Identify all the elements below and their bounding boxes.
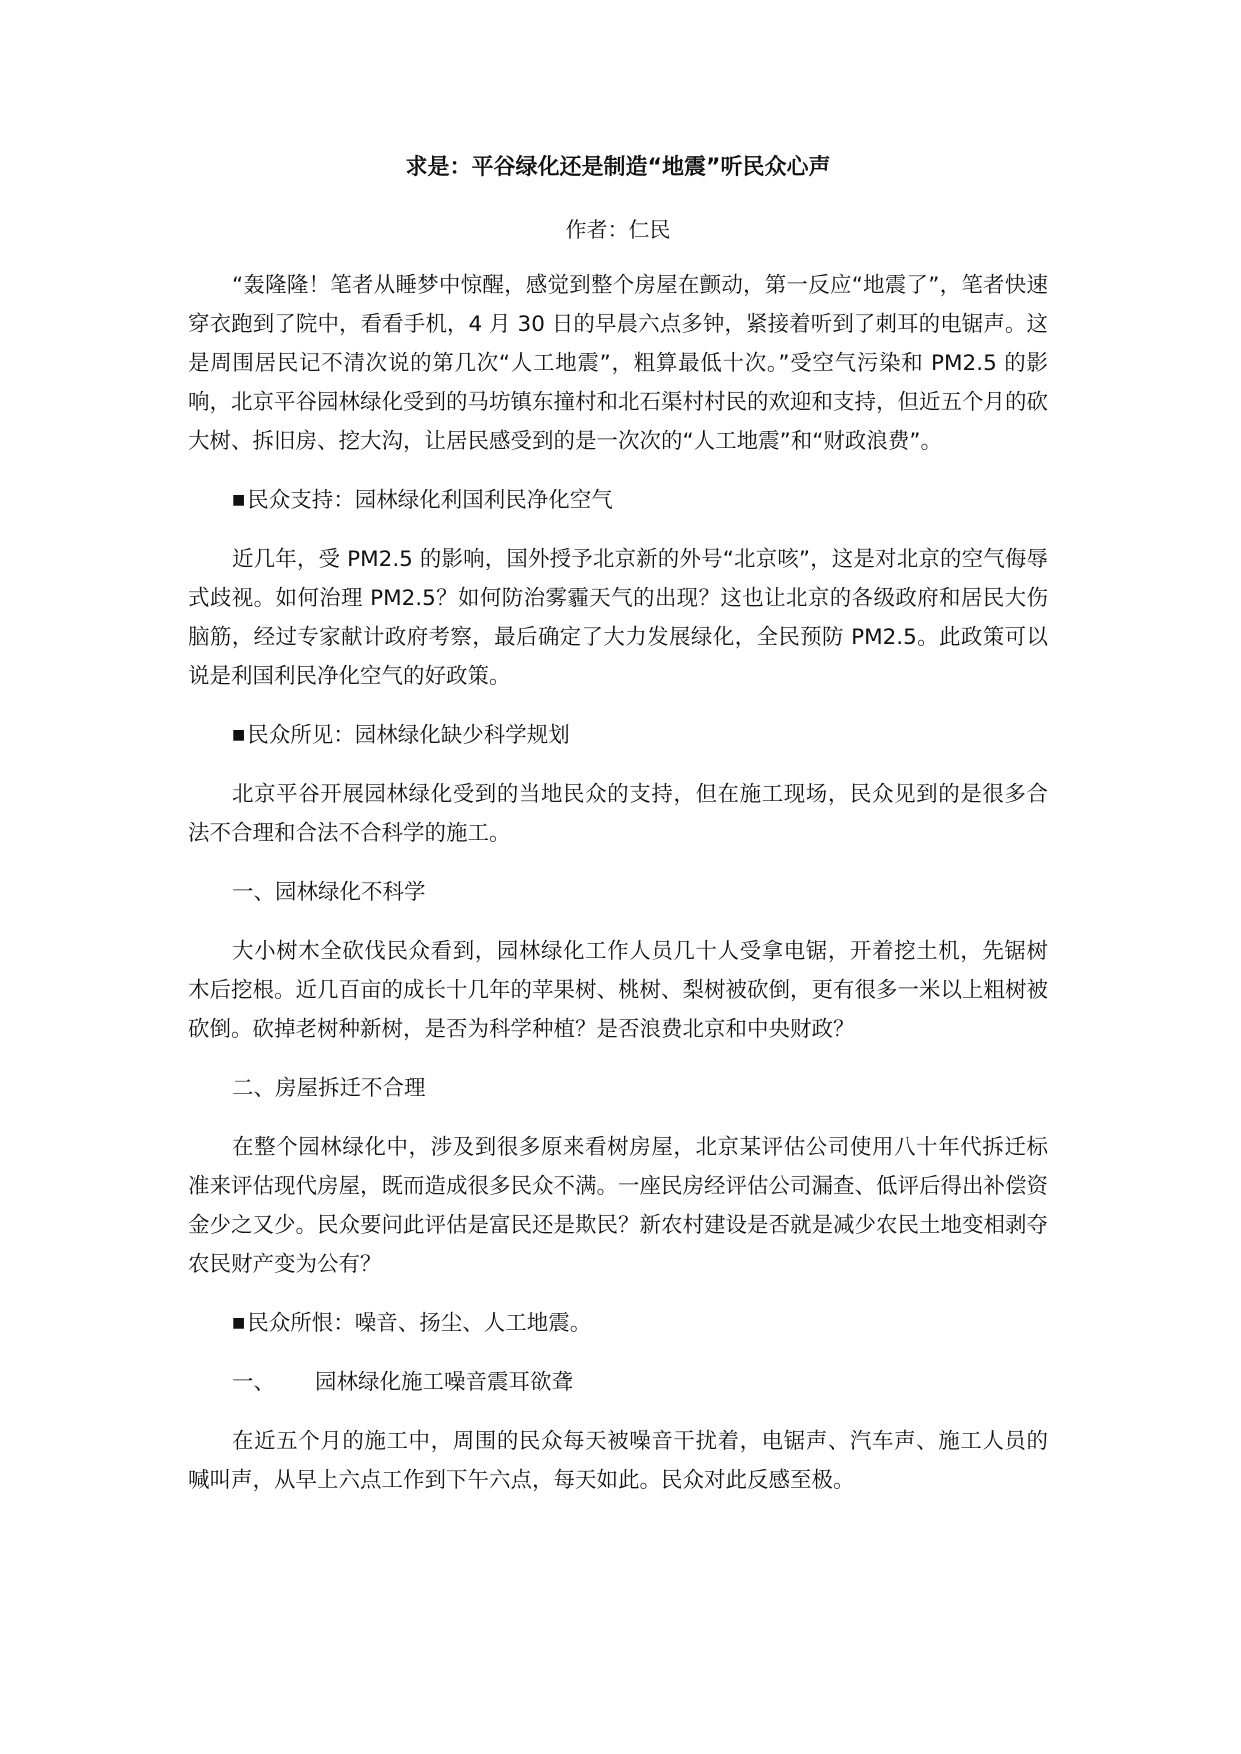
paragraph-intro: “轰隆隆！笔者从睡梦中惊醒，感觉到整个房屋在颤动，第一反应“地震了”，笔者快速穿衣跑到了院中，看看手机，4 月 30 日的早晨六点多钟，紧接着听到了刺耳的电锯声。这是周围居民记不清次说的第几次“人工地震”，粗算最低十次。”受空气污染和 PM2.5 的影响，北京平谷园林绿化受到的马坊镇东撞村和北石渠村村民的欢迎和支持，但近五个月的砍大树、拆旧房、挖大沟，让居民感受到的是一次次的“人工地震”和“财政浪费”。 <box>188 273 1049 454</box>
article-author: 作者：仁民 <box>565 218 671 242</box>
paragraph-trees: 大小树木全砍伐民众看到，园林绿化工作人员几十人受拿电锯，开着挖土机，先锯树木后挖根。近几百亩的成长十几年的苹果树、桃树、梨树被砍倒，更有很多一米以上粗树被砍倒。砍掉老树种新树，是否为科学种植？是否浪费北京和中央财政？ <box>188 939 1049 1042</box>
square-bullet-icon: ■ <box>232 727 246 743</box>
square-bullet-icon: ■ <box>232 1315 246 1331</box>
subheading-number: 一、 <box>232 1370 276 1395</box>
paragraph-pm25: 近几年，受 PM2.5 的影响，国外授予北京新的外号“北京咳”，这是对北京的空气侮辱式歧视。如何治理 PM2.5？如何防治雾霾天气的出现？这也让北京的各级政府和居民大伤脑筋，经过专家献计政府考察，最后确定了大力发展绿化，全民预防 PM2.5。此政策可以说是利国利民净化空气的好政策。 <box>188 547 1048 689</box>
subheading-noise <box>188 1363 1048 1402</box>
subheading-unscientific: 一、园林绿化不科学 <box>232 880 426 905</box>
section-heading-text: 民众所恨：噪音、扬尘、人工地震。 <box>247 1311 592 1336</box>
square-bullet-icon: ■ <box>232 492 246 508</box>
section-heading-observed <box>188 716 1048 755</box>
subheading-demolition: 二、房屋拆迁不合理 <box>232 1076 426 1101</box>
section-heading-text: 民众所见：园林绿化缺少科学规划 <box>247 723 570 748</box>
section-heading-support <box>188 481 1048 520</box>
subheading-text: 园林绿化施工噪音震耳欲聋 <box>315 1370 574 1395</box>
paragraph-housing: 在整个园林绿化中，涉及到很多原来看树房屋，北京某评估公司使用八十年代拆迁标准来评估现代房屋，既而造成很多民众不满。一座民房经评估公司漏查、低评后得出补偿资金少之又少。民众要问此评估是富民还是欺民？新农村建设是否就是减少农民土地变相剥夺农民财产变为公有？ <box>188 1135 1049 1277</box>
document-body <box>188 150 1048 1520</box>
paragraph-noise: 在近五个月的施工中，周围的民众每天被噪音干扰着，电锯声、汽车声、施工人员的喊叫声，从早上六点工作到下午六点，每天如此。民众对此反感至极。 <box>188 1429 1048 1493</box>
paragraph-construction: 北京平谷开展园林绿化受到的当地民众的支持，但在施工现场，民众见到的是很多合法不合理和合法不合科学的施工。 <box>188 782 1048 846</box>
section-heading-complaints <box>188 1304 1048 1343</box>
article-title: 求是：平谷绿化还是制造“地震”听民众心声 <box>405 155 831 180</box>
section-heading-text: 民众支持：园林绿化利国利民净化空气 <box>247 488 613 513</box>
